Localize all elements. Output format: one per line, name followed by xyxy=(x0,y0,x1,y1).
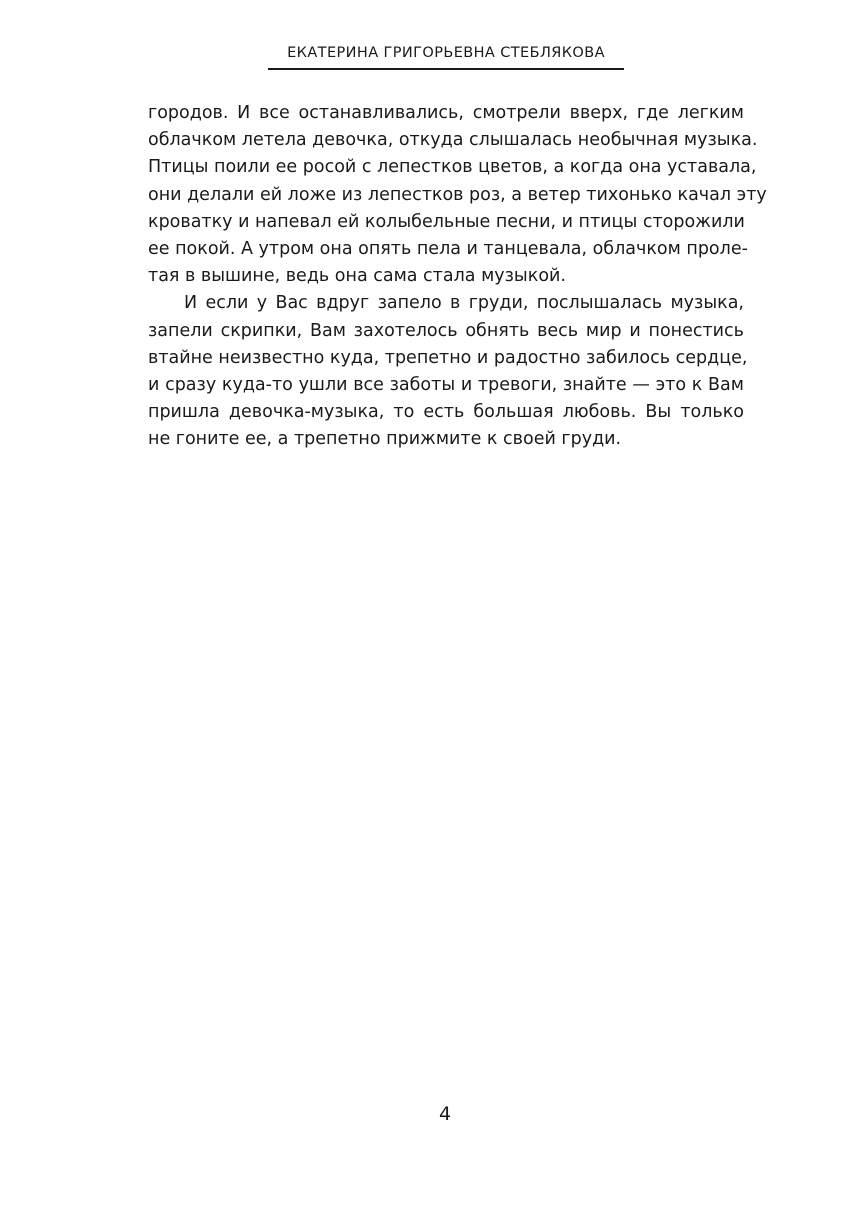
text-line: и сразу куда-то ушли все заботы и тревоги, знайте — это к Вам xyxy=(148,374,744,395)
text-line: облачком летела девочка, откуда слышалась необычная музыка. xyxy=(148,130,758,151)
text-line: городов. И все останавливались, смотрели вверх, где легким xyxy=(148,103,744,123)
text-line: не гоните ее, а трепетно прижмите к своей груди. xyxy=(148,429,622,450)
text-line: они делали ей ложе из лепестков роз, а ветер тихонько качал эту xyxy=(148,184,767,205)
text-line: запели скрипки, Вам захотелось обнять весь мир и понестись xyxy=(148,320,744,341)
page-number: 4 xyxy=(438,1103,452,1125)
paragraph xyxy=(148,290,748,453)
paragraph xyxy=(148,100,767,290)
text-line: Птицы поили ее росой с лепестков цветов, а когда она уставала, xyxy=(148,157,757,178)
running-head: ЕКАТЕРИНА ГРИГОРЬЕВНА СТЕБЛЯКОВА xyxy=(287,45,605,61)
text-line: И если у Вас вдруг запело в груди, послышалась музыка, xyxy=(184,293,744,314)
body-text xyxy=(148,100,767,453)
text-line: тая в вышине, ведь она сама стала музыкой. xyxy=(148,266,566,287)
text-line: ее покой. А утром она опять пела и танцевала, облачком проле- xyxy=(148,238,748,259)
text-line: кроватку и напевал ей колыбельные песни, и птицы сторожили xyxy=(148,211,745,232)
text-line: пришла девочка-музыка, то есть большая любовь. Вы только xyxy=(148,402,744,423)
text-line: втайне неизвестно куда, трепетно и радостно забилось сердце, xyxy=(148,347,748,368)
header-rule xyxy=(268,68,624,70)
